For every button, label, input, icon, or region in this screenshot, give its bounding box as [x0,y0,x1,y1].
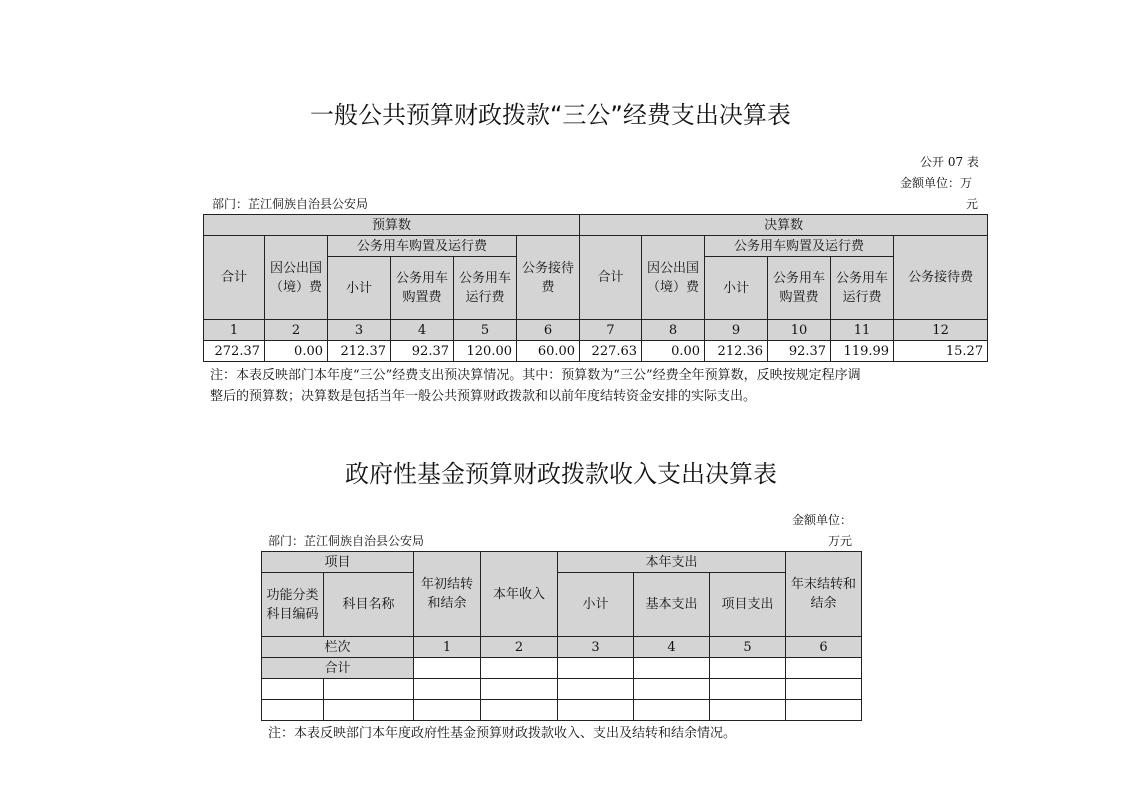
value-cell: 92.37 [768,341,831,362]
empty-cell [710,658,786,679]
value-cell: 60.00 [517,341,580,362]
value-cell: 120.00 [454,341,517,362]
index-cell: 9 [705,320,768,341]
index-cell: 10 [768,320,831,341]
empty-cell [481,679,558,700]
table2-unit-label: 金额单位： [792,513,853,527]
index-cell: 3 [328,320,391,341]
final-vehicle-run-header: 公务用车运行费 [831,257,894,320]
table2-empty-row [262,679,862,700]
func-code-header: 功能分类科目编码 [262,573,324,637]
value-cell: 0.00 [642,341,705,362]
project-expense-header: 项目支出 [710,573,786,637]
table1-title: 一般公共预算财政拨款“三公”经费支出决算表 [310,101,791,129]
total-row-label: 合计 [262,658,414,679]
table1-note-line2: 整后的预算数；决算数是包括当年一般公共预算财政拨款和以前年度结转资金安排的实际支出。 [210,389,757,404]
budget-subtotal-header: 小计 [328,257,391,320]
index-cell: 7 [580,320,642,341]
empty-cell [481,658,558,679]
empty-cell [558,658,634,679]
empty-cell [786,700,862,721]
table2-title: 政府性基金预算财政拨款收入支出决算表 [345,460,777,488]
value-cell: 15.27 [894,341,988,362]
index-cell: 4 [391,320,454,341]
expense-subtotal-header: 小计 [558,573,634,637]
index-cell: 3 [558,637,634,658]
table2-total-row [262,658,862,679]
final-subtotal-header: 小计 [705,257,768,320]
three-public-expense-table [203,214,988,362]
index-row [204,320,988,341]
project-header: 项目 [262,552,414,573]
value-cell: 212.36 [705,341,768,362]
index-cell: 5 [710,637,786,658]
budget-vehicle-run-header: 公务用车运行费 [454,257,517,320]
index-cell: 1 [414,637,481,658]
empty-cell [710,700,786,721]
row-index-label: 栏次 [262,637,414,658]
form-number: 公开 07 表 [920,155,979,169]
value-cell: 272.37 [204,341,265,362]
budget-vehicle-purchase-header: 公务用车购置费 [391,257,454,320]
empty-cell [262,700,324,721]
empty-cell [414,700,481,721]
budget-reception-header: 公务接待费 [517,236,580,320]
table2-index-row [262,637,862,658]
empty-cell [786,679,862,700]
value-cell: 0.00 [265,341,328,362]
index-cell: 2 [265,320,328,341]
subject-name-header: 科目名称 [324,573,414,637]
expense-group-header: 本年支出 [558,552,786,573]
empty-cell [262,679,324,700]
empty-cell [786,658,862,679]
gov-fund-table [261,551,862,721]
final-vehicle-purchase-header: 公务用车购置费 [768,257,831,320]
income-header: 本年收入 [481,552,558,637]
index-cell: 11 [831,320,894,341]
empty-cell [634,658,710,679]
empty-cell [324,679,414,700]
index-cell: 5 [454,320,517,341]
final-abroad-header: 因公出国（境）费 [642,236,705,320]
opening-balance-header: 年初结转和结余 [414,552,481,637]
empty-cell [710,679,786,700]
unit-tail: 元 [966,197,979,211]
index-cell: 6 [786,637,862,658]
table1-note-line1: 注：本表反映部门本年度“三公”经费支出预决算情况。其中：预算数为“三公”经费全年预算数，反映按规定程序调 [210,368,861,383]
table1-note [210,365,1000,407]
value-cell: 212.37 [328,341,391,362]
empty-cell [414,679,481,700]
budget-abroad-header: 因公出国（境）费 [265,236,328,320]
empty-cell [558,679,634,700]
empty-cell [481,700,558,721]
empty-cell [634,700,710,721]
final-total-header: 合计 [580,236,642,320]
table2-empty-row [262,700,862,721]
index-cell: 1 [204,320,265,341]
index-cell: 2 [481,637,558,658]
table2-department-label: 部门：芷江侗族自治县公安局 [268,534,425,548]
unit-label: 金额单位：万 [900,176,973,190]
closing-balance-header: 年末结转和结余 [786,552,862,637]
final-group-header: 决算数 [580,215,988,236]
empty-cell [324,700,414,721]
table2-note: 注：本表反映部门本年度政府性基金预算财政拨款收入、支出及结转和结余情况。 [268,726,737,741]
basic-expense-header: 基本支出 [634,573,710,637]
value-cell: 92.37 [391,341,454,362]
budget-group-header: 预算数 [204,215,580,236]
empty-cell [414,658,481,679]
value-row [204,341,988,362]
table2-unit-tail: 万元 [828,534,853,548]
index-cell: 8 [642,320,705,341]
empty-cell [558,700,634,721]
value-cell: 227.63 [580,341,642,362]
budget-vehicle-group-header: 公务用车购置及运行费 [328,236,517,257]
department-label: 部门：芷江侗族自治县公安局 [212,197,369,211]
value-cell: 119.99 [831,341,894,362]
index-cell: 6 [517,320,580,341]
budget-total-header: 合计 [204,236,265,320]
empty-cell [634,679,710,700]
index-cell: 4 [634,637,710,658]
index-cell: 12 [894,320,988,341]
final-vehicle-group-header: 公务用车购置及运行费 [705,236,894,257]
final-reception-header: 公务接待费 [894,236,988,320]
